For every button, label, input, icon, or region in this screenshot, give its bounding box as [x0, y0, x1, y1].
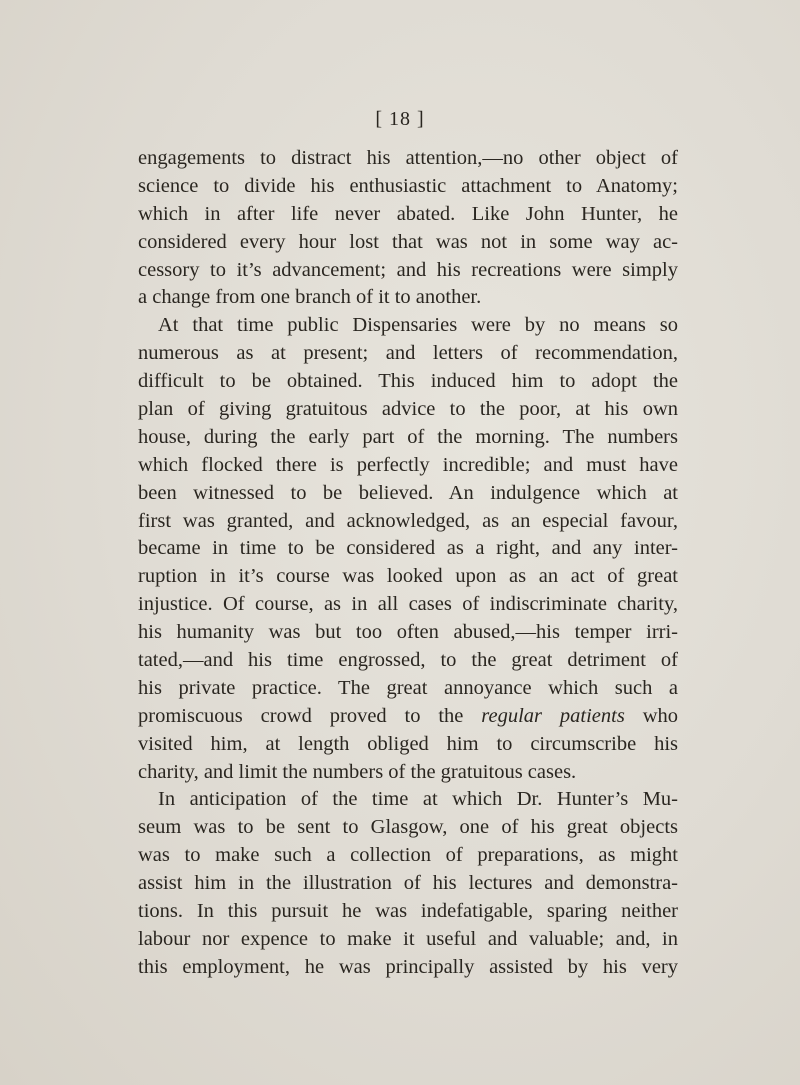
- body-text: [138, 145, 678, 982]
- text-line: plan of giving gratuitous advice to the poor, at his own: [138, 398, 678, 421]
- text-line: considered every hour lost that was not in some way ac-: [138, 230, 678, 253]
- text-line-with-emphasis: [138, 703, 678, 731]
- text-line: assist him in the illustration of his lectures and demonstra-: [138, 872, 678, 895]
- text-segment: who: [642, 704, 679, 727]
- text-line: engagements to distract his attention,—no other object of: [138, 147, 678, 169]
- text-line: which flocked there is perfectly incredible; and must have: [138, 453, 678, 476]
- text-line: his humanity was but too often abused,—his temper irri-: [138, 621, 678, 644]
- text-line: became in time to be considered as a right, and any inter-: [138, 537, 678, 560]
- text-line: visited him, at length obliged him to circumscribe his: [138, 732, 678, 755]
- text-line: science to divide his enthusiastic attachment to Anatomy;: [138, 174, 678, 197]
- text-line: which in after life never abated. Like John Hunter, he: [138, 202, 678, 225]
- text-line: first was granted, and acknowledged, as an especial favour,: [138, 509, 678, 532]
- text-line: injustice. Of course, as in all cases of indiscriminate charity,: [138, 593, 678, 616]
- text-line: been witnessed to be believed. An indulgence which at: [138, 481, 678, 504]
- text-line: seum was to be sent to Glasgow, one of his great objects: [138, 816, 678, 839]
- text-segment: promiscuous crowd proved to the: [138, 704, 464, 727]
- text-line: cessory to it’s advancement; and his recreations were simply: [138, 258, 678, 281]
- text-line: was to make such a collection of preparations, as might: [138, 844, 678, 867]
- paragraph-start-line: In anticipation of the time at which Dr. Hunter’s Mu-: [158, 788, 678, 811]
- text-line: numerous as at present; and letters of recommendation,: [138, 342, 678, 365]
- text-line: house, during the early part of the morning. The numbers: [138, 425, 678, 448]
- text-line: difficult to be obtained. This induced him to adopt the: [138, 370, 678, 393]
- text-line: a change from one branch of it to another.: [138, 286, 482, 309]
- page-number: [ 18 ]: [375, 108, 425, 130]
- text-line: ruption in it’s course was looked upon as an act of great: [138, 565, 678, 588]
- text-line: labour nor expence to make it useful and valuable; and, in: [138, 927, 678, 950]
- emphasized-phrase: regular patients: [481, 704, 625, 727]
- text-line: tions. In this pursuit he was indefatigable, sparing neither: [138, 900, 678, 923]
- text-line: his private practice. The great annoyance which such a: [138, 676, 678, 699]
- text-line: charity, and limit the numbers of the gratuitous cases.: [138, 760, 577, 783]
- paragraph-start-line: At that time public Dispensaries were by no means so: [158, 314, 678, 337]
- text-line: this employment, he was principally assisted by his very: [138, 955, 678, 978]
- text-line: tated,—and his time engrossed, to the great detriment of: [138, 649, 678, 672]
